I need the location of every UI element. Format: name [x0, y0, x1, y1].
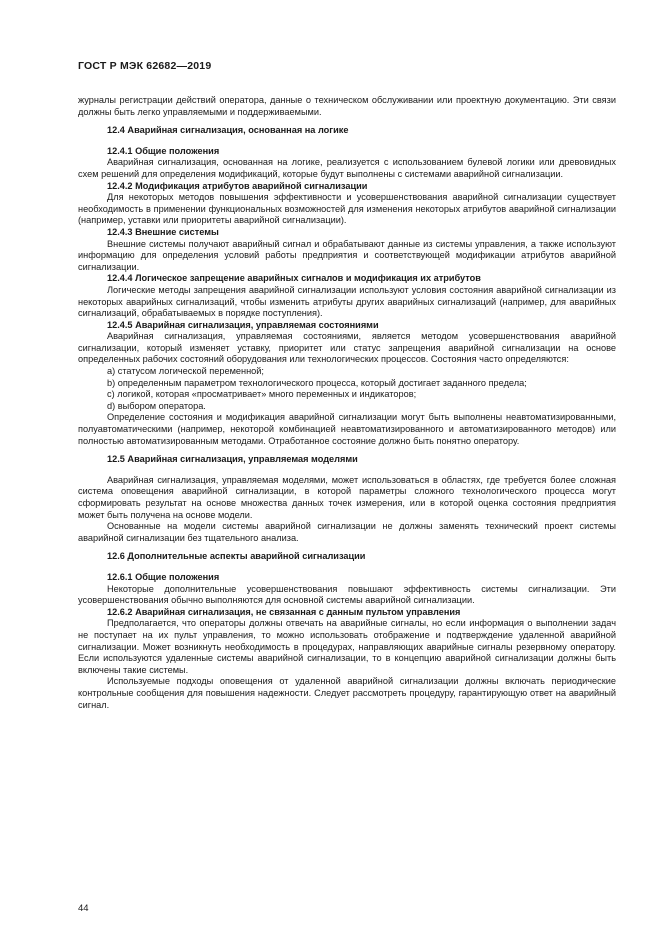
paragraph: Используемые подходы оповещения от удаленной аварийной сигнализации должны включать периодические контрольные сообщения для повышения надежности. Следует рассмотреть процедуру, гарантирующую ответ на аварийный сигнал. [78, 676, 616, 710]
page-number: 44 [78, 903, 89, 914]
paragraph: Некоторые дополнительные усовершенствования повышают эффективность системы сигнализации. Эти усовершенствования обычно выполняются для основной системы аварийной сигнализации. [78, 583, 616, 606]
subsection-heading-12-6-1: 12.6.1 Общие положения [107, 571, 220, 582]
paragraph: Логические методы запрещения аварийной сигнализации используют условия состояния аварийной сигнализации из некоторых аварийных сигнализаций, чтобы изменить атрибуты других аварийных сигнализаций (например, для аварийных сигнализаций, обрабатываемых в порядке поступления). [78, 284, 616, 319]
section-heading-12-6: 12.6 Дополнительные аспекты аварийной сигнализации [107, 551, 366, 562]
section-heading-12-4: 12.4 Аварийная сигнализация, основанная на логике [107, 125, 349, 136]
subsection-heading-12-4-5: 12.4.5 Аварийная сигнализация, управляемая состояниями [107, 319, 379, 330]
paragraph: Внешние системы получают аварийный сигнал и обрабатывают данные из системы управления, а также используют информацию для определения условий работы предприятия и соответствующей модификации атрибутов аварийной сигнализации. [78, 238, 616, 272]
list-item: b) определенным параметром технологического процесса, который достигает заданного предела; [107, 377, 527, 388]
paragraph: Определение состояния и модификация аварийной сигнализации могут быть выполнены неавтоматизированными, полуавтоматическими (например, некоторой комбинацией неавтоматизированного и автоматизированного методов) или полностью автоматизированным методами. Отработанное состояние должно быть понятно оператору. [78, 412, 616, 446]
subsection-heading-12-6-2: 12.6.2 Аварийная сигнализация, не связанная с данным пультом управления [107, 606, 461, 617]
section-heading-12-5: 12.5 Аварийная сигнализация, управляемая моделями [107, 454, 358, 465]
document-header: ГОСТ Р МЭК 62682—2019 [78, 60, 212, 72]
document-body [78, 95, 616, 711]
paragraph: Аварийная сигнализация, основанная на логике, реализуется с использованием булевой логики или древовидных схем решений для определения модификаций, которые будут выполнены с системами аварийной сигнализации. [78, 157, 616, 179]
paragraph: Основанные на модели системы аварийной сигнализации не должны заменять технический проект системы аварийной сигнализации без тщательного анализа. [78, 521, 616, 543]
paragraph: журналы регистрации действий оператора, данные о техническом обслуживании или проектную документацию. Эти связи должны быть легко управляемыми и поддерживаемыми. [78, 95, 616, 117]
subsection-heading-12-4-4: 12.4.4 Логическое запрещение аварийных сигналов и модификация их атрибутов [107, 273, 481, 284]
paragraph: Для некоторых методов повышения эффективности и усовершенствования аварийной сигнализации существует необходимость в применении функциональных возможностей для изменения некоторых атрибутов аварийной сигнализации (например, уставки или приоритеты аварийной сигнализации). [78, 192, 616, 226]
paragraph: Аварийная сигнализация, управляемая моделями, может использоваться в областях, где требуется более сложная система оповещения аварийной сигнализации, в которой параметры сложного технологического процесса могут сформировать результат на основе множества данных точек измерения, или в которой оценка состояния предприятия может быть получена на основе модели. [78, 474, 616, 520]
paragraph: Аварийная сигнализация, управляемая состояниями, является методом усовершенствования аварийной сигнализации, который изменяет уставку, приоритет или статус запрещения аварийной сигнализации на основе определенных рабочих состояний оборудования или технологических процессов. Состояния часто определяются: [78, 331, 616, 365]
subsection-heading-12-4-3: 12.4.3 Внешние системы [107, 226, 219, 237]
list-item: c) логикой, которая «просматривает» много переменных и индикаторов; [107, 389, 417, 400]
subsection-heading-12-4-1: 12.4.1 Общие положения [107, 145, 220, 156]
list-item: d) выбором оператора. [107, 400, 206, 411]
subsection-heading-12-4-2: 12.4.2 Модификация атрибутов аварийной сигнализации [107, 180, 368, 191]
paragraph: Предполагается, что операторы должны отвечать на аварийные сигналы, но если информация о выполнении задач не поступает на их пульт управления, то можно использовать отображение и подтверждение удаленной аварийной сигнализации. Может возникнуть необходимость в процедурах, направляющих аварийные сигналы резервному оператору. Если используются удаленные системы аварийной сигнализации, то в концепцию аварийной сигнализации должны быть включены такие системы. [78, 618, 616, 675]
list-item: a) статусом логической переменной; [107, 366, 264, 377]
